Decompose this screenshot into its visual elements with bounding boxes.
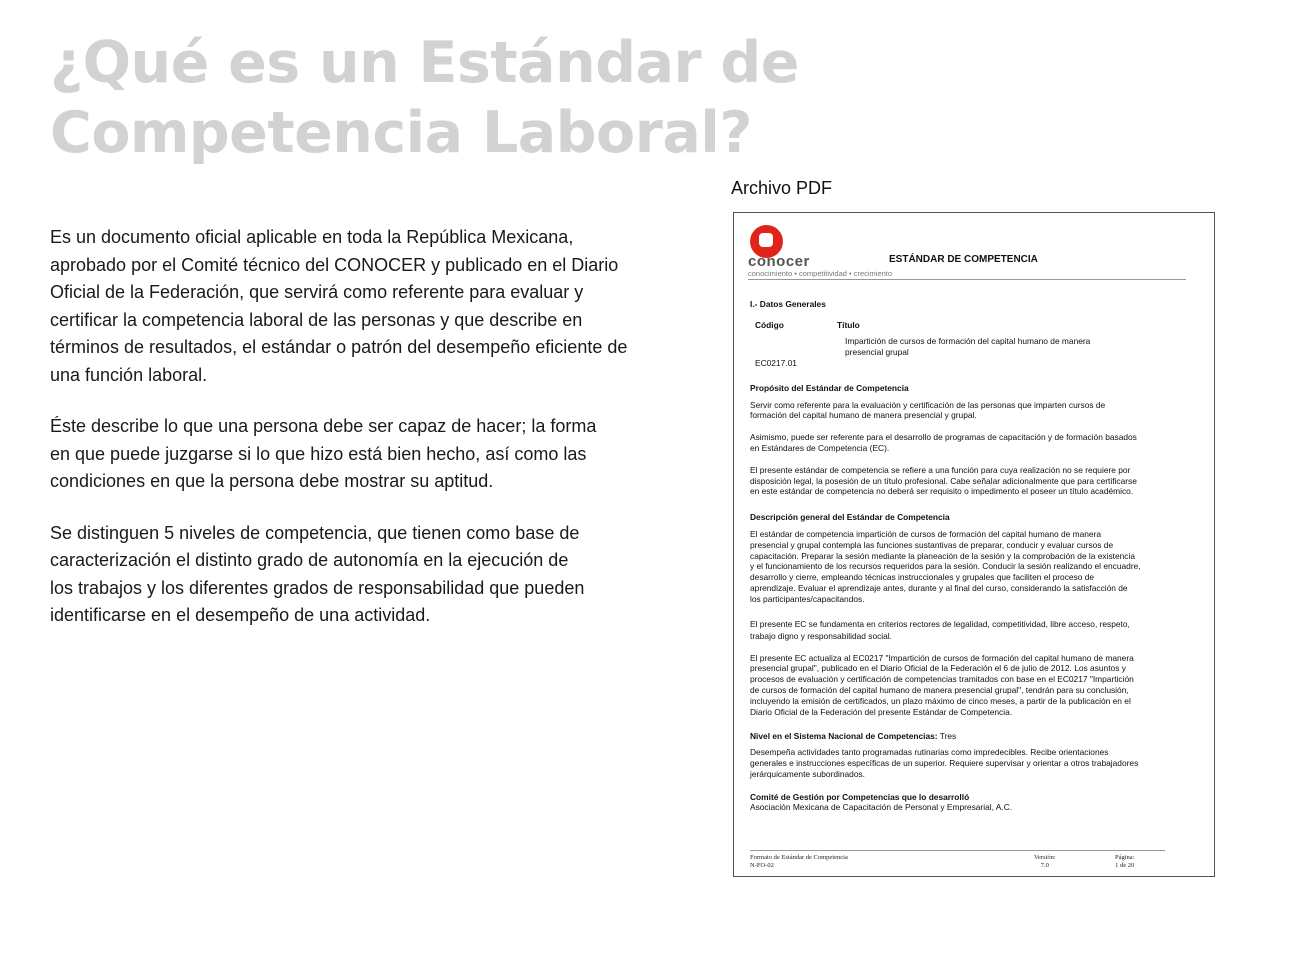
pdf-line: El presente estándar de competencia se refiere a una función para cuya realización no se requiere por	[750, 464, 1131, 475]
footer-page-label: Página:	[1115, 854, 1135, 861]
pdf-doc-title: ESTÁNDAR DE COMPETENCIA	[889, 254, 1038, 265]
paragraph-levels	[50, 520, 670, 630]
pdf-line: desarrollo y cierre, empleando técnicas instruccionales y grupales que faciliten el proceso de	[750, 572, 1095, 583]
text-line: aprobado por el Comité técnico del CONOCER y publicado en el Diario	[50, 254, 619, 275]
footer-version-label: Versión:	[1034, 854, 1056, 861]
footer-page-value: 1 de 20	[1115, 862, 1135, 869]
level-heading: Nivel en el Sistema Nacional de Competencias:	[750, 731, 938, 742]
pdf-label: Archivo PDF	[731, 178, 833, 198]
pdf-line: aprendizaje. Evaluar el aprendizaje antes, durante y al final del curso, considerando la satisfacción de	[750, 582, 1128, 593]
footer-version	[1034, 854, 1056, 870]
purpose-heading: Propósito del Estándar de Competencia	[750, 382, 909, 393]
description-paragraph	[750, 529, 1186, 605]
description-heading: Descripción general del Estándar de Competencia	[750, 512, 950, 523]
pdf-line: presencial y grupal contempla las funciones sustantivas de preparar, conducir y evaluar cursos de	[750, 539, 1114, 550]
text-line: certificar la competencia laboral de las personas y que describe en	[50, 309, 583, 330]
general-data-table	[750, 320, 1186, 372]
text-line: una función laboral.	[50, 364, 208, 385]
text-line: caracterización el distinto grado de autonomía en la ejecución de	[50, 550, 569, 570]
page-title	[50, 28, 799, 168]
page-title-line: Competencia Laboral?	[50, 100, 752, 166]
text-line: Es un documento oficial aplicable en toda la República Mexicana,	[50, 227, 574, 247]
level-paragraph	[750, 747, 1186, 779]
footer-format	[750, 854, 848, 870]
pdf-body	[750, 299, 1186, 813]
pdf-line: El presente EC se fundamenta en criterios rectores de legalidad, competitividad, libre acceso, respeto,	[750, 618, 1130, 629]
body-text	[50, 224, 670, 654]
standard-title-line: presencial grupal	[845, 346, 909, 357]
pdf-line: Asimismo, puede ser referente para el desarrollo de programas de capacitación y de formación basados	[750, 432, 1137, 443]
purpose-paragraph	[750, 400, 1186, 422]
text-line: términos de resultados, el estándar o patrón del desempeño eficiente de	[50, 337, 628, 357]
pdf-preview[interactable]	[733, 212, 1215, 877]
text-line: condiciones en que la persona debe mostrar su aptitud.	[50, 471, 494, 491]
col-code-header: Código	[755, 319, 784, 330]
text-line: Éste describe lo que una persona debe ser capaz de hacer; la forma	[50, 416, 597, 436]
pdf-line: disposición legal, la posesión de un título profesional. Cabe señalar adicionalmente que para certificarse	[750, 475, 1137, 486]
pdf-line: trabajo digno y responsabilidad social.	[750, 630, 892, 641]
text-line: en que puede juzgarse si lo que hizo está bien hecho, así como las	[50, 443, 587, 464]
pdf-line: incluyendo la emisión de certificados, un plazo máximo de cinco meses, a partir de la publicación en el	[750, 695, 1131, 706]
pdf-line: jerárquicamente subordinados.	[750, 768, 865, 779]
pdf-footer	[750, 850, 1165, 869]
standard-code: EC0217.01	[755, 357, 797, 368]
page-title-line: ¿Qué es un Estándar de	[50, 30, 799, 96]
pdf-line: generales e instrucciones específicas de un superior. Requiere supervisar y orientar a otros trabajadores	[750, 757, 1139, 768]
purpose-paragraph	[750, 465, 1186, 497]
footer-page	[1115, 854, 1135, 870]
logo-tagline: conocimiento • competitividad • crecimiento	[748, 269, 893, 278]
col-title-header: Título	[837, 319, 860, 330]
text-line: identificarse en el desempeño de una actividad.	[50, 605, 431, 625]
pdf-line: en Estándares de Competencia (EC).	[750, 442, 890, 453]
pdf-line: Desempeña actividades tanto programadas rutinarias como impredecibles. Recibe orientaciones	[750, 747, 1109, 758]
pdf-line: El presente EC actualiza al EC0217 "Impartición de cursos de formación del capital humano de manera	[750, 652, 1134, 663]
logo-word: conocer	[748, 253, 810, 270]
pdf-line: capacitación. Preparar la sesión mediante la planeación de la sesión y la comprobación de la existencia	[750, 550, 1136, 561]
pdf-line: Diario Oficial de la Federación del presente Estándar de Competencia.	[750, 706, 1013, 717]
pdf-line: formación del capital humano de manera presencial y grupal.	[750, 410, 977, 421]
section-heading: I.- Datos Generales	[750, 299, 826, 309]
pdf-line: en este estándar de competencia no deberá ser requisito o impedimento el poseer un título académico.	[750, 486, 1134, 497]
committee-heading: Comité de Gestión por Competencias que lo desarrolló	[750, 791, 970, 802]
footer-format-code: N-FO-02	[750, 862, 774, 869]
footer-version-value: 7.0	[1040, 862, 1049, 869]
standard-title-line: Impartición de cursos de formación del capital humano de manera	[845, 335, 1091, 346]
description-paragraph	[750, 618, 1186, 642]
pdf-line: Servir como referente para la evaluación y certificación de las personas que imparten cursos de	[750, 399, 1106, 410]
paragraph-definition	[50, 224, 670, 389]
pdf-line: de cursos de formación del capital humano de manera presencial grupal", tendrán para su conclusión,	[750, 684, 1129, 695]
pdf-line: y el funcionamiento de los recursos requeridos para la sesión. Conducir la sesión realizando el encuadre,	[750, 561, 1141, 572]
text-line: Oficial de la Federación, que servirá como referente para evaluar y	[50, 282, 584, 302]
pdf-line: presencial grupal", publicado en el Diario Oficial de la Federación el 6 de julio de 2012. Los asuntos y	[750, 663, 1126, 674]
paragraph-description	[50, 413, 670, 496]
pdf-line: El estándar de competencia impartición de cursos de formación del capital humano de manera	[750, 528, 1102, 539]
text-line: Se distinguen 5 niveles de competencia, que tienen como base de	[50, 522, 580, 543]
pdf-header	[748, 223, 1186, 280]
purpose-paragraph	[750, 432, 1186, 454]
text-line: los trabajos y los diferentes grados de responsabilidad que pueden	[50, 577, 585, 598]
description-paragraph	[750, 653, 1186, 718]
footer-format-label: Formato de Estándar de Competencia	[750, 854, 848, 861]
pdf-line: los participantes/capacitandos.	[750, 593, 865, 604]
level-value: Tres	[939, 731, 957, 742]
level-row	[750, 731, 1186, 742]
committee-value: Asociación Mexicana de Capacitación de Personal y Empresarial, A.C.	[750, 802, 1013, 813]
pdf-line: procesos de evaluación y certificación de competencias tramitados con base en el EC0217 "Impartición	[750, 674, 1134, 685]
